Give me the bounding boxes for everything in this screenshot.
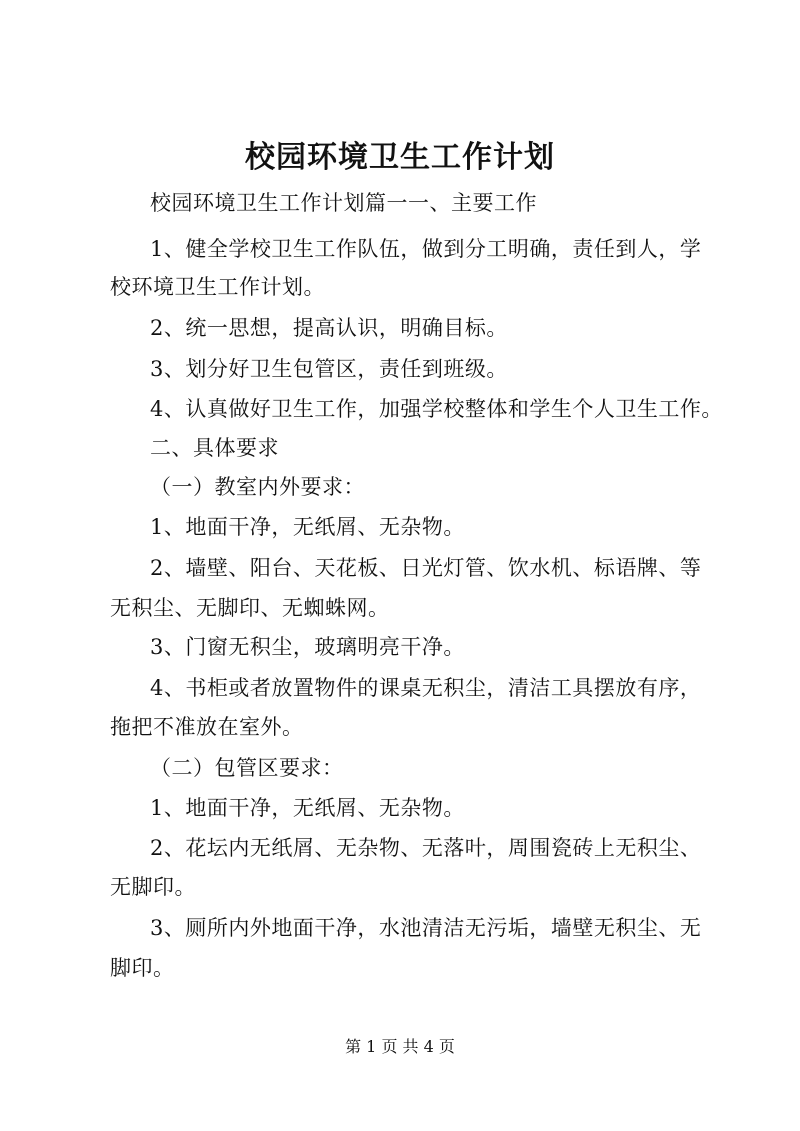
paragraph-line: 4、书柜或者放置物件的课桌无积尘，清洁工具摆放有序， xyxy=(150,676,702,700)
subsection-heading: （一）教室内外要求： xyxy=(150,475,365,499)
paragraph-line: 3、划分好卫生包管区，责任到班级。 xyxy=(150,357,508,381)
paragraph-line: 2、墙壁、阳台、天花板、日光灯管、饮水机、标语牌、等 xyxy=(150,556,702,580)
subsection-heading: （二）包管区要求： xyxy=(150,756,344,780)
paragraph-line: 4、认真做好卫生工作，加强学校整体和学生个人卫生工作。 xyxy=(150,397,723,421)
paragraph-line: 2、统一思想，提高认识，明确目标。 xyxy=(150,316,508,340)
document-title: 校园环境卫生工作计划 xyxy=(245,140,555,175)
paragraph-line: 1、地面干净，无纸屑、无杂物。 xyxy=(150,796,465,820)
paragraph-line: 3、门窗无积尘，玻璃明亮干净。 xyxy=(150,635,465,659)
section-heading: 二、具体要求 xyxy=(150,436,279,460)
page-footer: 第 1 页 共 4 页 xyxy=(345,1037,455,1056)
paragraph-line: 无脚印。 xyxy=(110,875,196,899)
paragraph-line: 校环境卫生工作计划。 xyxy=(110,275,325,299)
paragraph-line: 1、健全学校卫生工作队伍，做到分工明确，责任到人，学 xyxy=(150,237,702,261)
paragraph-line: 脚印。 xyxy=(110,956,175,980)
paragraph-line: 校园环境卫生工作计划篇一一、主要工作 xyxy=(150,191,537,215)
paragraph-line: 无积尘、无脚印、无蜘蛛网。 xyxy=(110,596,390,620)
paragraph-line: 2、花坛内无纸屑、无杂物、无落叶，周围瓷砖上无积尘、 xyxy=(150,836,702,860)
paragraph-line: 3、厕所内外地面干净，水池清洁无污垢，墙壁无积尘、无 xyxy=(150,916,702,940)
paragraph-line: 1、地面干净，无纸屑、无杂物。 xyxy=(150,515,465,539)
paragraph-line: 拖把不准放在室外。 xyxy=(110,715,304,739)
